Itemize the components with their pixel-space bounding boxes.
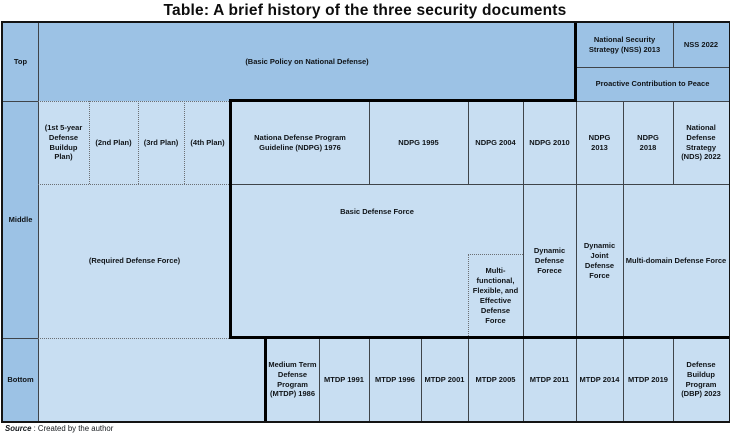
cell-nds-2022: National Defense Strategy (NDS) 2022 [681, 122, 721, 162]
table-title: Table: A brief history of the three security documents [163, 2, 567, 19]
table-dotted-line [184, 101, 185, 184]
table-grid-line [468, 338, 469, 421]
cell-dbp-2023: Defense Buildup Program (DBP) 2023 [681, 359, 721, 399]
table-dotted-line [468, 254, 523, 255]
table-grid-line [576, 101, 729, 102]
table-grid-line [523, 101, 524, 338]
table-dotted-line [138, 101, 139, 184]
table-dotted-line [38, 338, 229, 339]
cell-plan-4: (4th Plan) [190, 137, 225, 147]
cell-mtdp-2001: MTDP 2001 [424, 374, 465, 384]
table-grid-line [673, 338, 674, 421]
source-note [5, 424, 113, 433]
cell-ndpg-2010: NDPG 2010 [529, 137, 570, 147]
table-dotted-line [38, 101, 231, 102]
table-dotted-line [89, 101, 90, 184]
cell-mtdp-1996: MTDP 1996 [375, 374, 415, 384]
table-dotted-line [468, 254, 469, 338]
cell-plan-3: (3rd Plan) [143, 137, 179, 147]
table-thick-border [264, 336, 267, 421]
cell-dynamic-defense-force: Dynamic Defense Forece [533, 246, 566, 275]
table-grid-line [468, 101, 469, 184]
cell-mtdp-2005: MTDP 2005 [475, 374, 516, 384]
table-grid-line [319, 338, 320, 421]
table-grid-line [369, 101, 370, 184]
cell-multi-domain-force: Multi-domain Defense Force [625, 256, 727, 266]
row-label-middle: Middle [3, 101, 38, 338]
cell-basic-defense-force: Basic Defense Force [340, 207, 414, 216]
table-grid-line [38, 23, 39, 421]
table-thick-border [574, 23, 577, 101]
table-grid-line [673, 23, 674, 67]
table-thick-border [229, 99, 232, 339]
table-grid-line [623, 338, 624, 421]
cell-nss-2013: National Security Strategy (NSS) 2013 [576, 23, 673, 67]
cell-ndpg-2013: NDPG 2013 [588, 132, 611, 152]
source-text: : Created by the author [31, 424, 114, 433]
row-label-top: Top [3, 23, 38, 101]
cell-mtdp-2019: MTDP 2019 [628, 374, 668, 384]
table-grid-line [673, 101, 674, 184]
source-label: Source [5, 424, 32, 433]
table-grid-line [3, 338, 38, 339]
table-grid-line [3, 101, 38, 102]
table-grid-line [576, 67, 729, 68]
cell-mtdp-1986: Medium Term Defense Program (MTDP) 1986 [268, 359, 317, 399]
cell-proactive-contribution: Proactive Contribution to Peace [576, 67, 729, 101]
cell-basic-policy: (Basic Policy on National Defense) [38, 23, 576, 101]
table-grid-line [523, 338, 524, 421]
table-grid-line [231, 184, 729, 185]
cell-dynamic-joint-force: Dynamic Joint Defense Force [583, 241, 616, 280]
table-grid-line [369, 338, 370, 421]
table-grid-line [623, 101, 624, 338]
table-dotted-line [38, 184, 231, 185]
table-grid-line [421, 338, 422, 421]
table-thick-border [229, 99, 577, 102]
history-table [1, 21, 730, 423]
cell-ndpg-2004: NDPG 2004 [475, 137, 516, 147]
table-thick-border [229, 336, 729, 339]
cell-mtdp-2011: MTDP 2011 [529, 374, 570, 384]
cell-mtdp-1991: MTDP 1991 [324, 374, 364, 384]
cell-mtdp-2014: MTDP 2014 [579, 374, 620, 384]
table-grid-line [576, 338, 577, 421]
cell-nss-2022: NSS 2022 [673, 23, 729, 67]
cell-multi-functional-force: Multi-functional, Flexible, and Effective Defense Force [472, 266, 519, 325]
cell-required-force: (Required Defense Force) [88, 256, 181, 266]
cell-ndpg-2018: NDPG 2018 [637, 132, 659, 152]
row-label-bottom: Bottom [3, 338, 38, 421]
table-grid-line [576, 101, 577, 338]
cell-plan-1: (1st 5-year Defense Buildup Plan) [44, 122, 83, 162]
cell-ndpg-1995: NDPG 1995 [398, 137, 439, 147]
cell-plan-2: (2nd Plan) [95, 137, 132, 147]
cell-ndpg-1976: Nationa Defense Program Guideline (NDPG) 1976 [254, 132, 346, 152]
